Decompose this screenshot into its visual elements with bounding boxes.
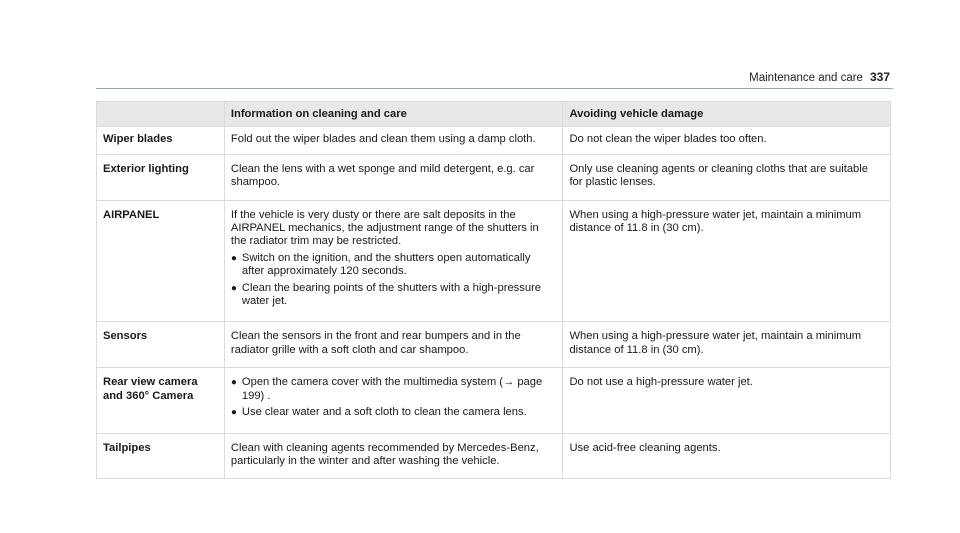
bullet-icon: ● [230, 377, 237, 389]
care-info-cell [224, 322, 563, 368]
table-body [97, 127, 891, 479]
header-cell-care-info: Information on cleaning and care [224, 102, 563, 127]
damage-text: Do not use a high-pressure water jet. [569, 376, 753, 389]
care-text: Fold out the wiper blades and clean them using a damp cloth. [230, 133, 536, 146]
row-label: and 360° Camera [103, 389, 194, 402]
header-rule [96, 88, 893, 89]
row-label-cell [97, 200, 225, 322]
table-row [97, 368, 891, 433]
care-info-cell [224, 200, 563, 322]
row-label: Sensors [103, 330, 148, 343]
damage-text: When using a high-pressure water jet, maintain a minimum distance of 11.8 in (30 cm). [569, 208, 862, 235]
bullet-text: Switch on the ignition, and the shutters open automatically after approximately 120 seconds. [241, 251, 531, 278]
table-row [97, 154, 891, 200]
list-item [231, 252, 555, 279]
damage-info-cell [563, 200, 891, 322]
list-item [231, 376, 555, 403]
bullet-text: Clean the bearing points of the shutters with a high-pressure water jet. [241, 281, 542, 308]
row-label-cell [97, 433, 225, 479]
bullet-icon: ● [230, 407, 237, 419]
header-cell-component [97, 102, 225, 127]
list-item [231, 282, 555, 309]
care-info-cell [224, 433, 563, 479]
row-label: AIRPANEL [103, 208, 160, 221]
row-label-cell [97, 154, 225, 200]
row-label: Exterior lighting [103, 162, 189, 175]
care-text: If the vehicle is very dusty or there are salt deposits in the AIRPANEL mechanics, the adjustment range of the shutters in the radiator trim may be restricted. [230, 208, 539, 248]
damage-info-cell [563, 154, 891, 200]
table-row [97, 127, 891, 154]
running-head [749, 70, 890, 84]
care-text: Clean the sensors in the front and rear bumpers and in the radiator grille with a soft cloth and car shampoo. [230, 330, 521, 356]
row-label-cell [97, 127, 225, 154]
care-bullet-list [231, 376, 555, 419]
table-row [97, 322, 891, 368]
table-header-row [97, 102, 891, 127]
care-info-cell [224, 127, 563, 154]
row-label: Tailpipes [103, 441, 151, 454]
damage-info-cell [563, 368, 891, 433]
row-label: Wiper blades [103, 133, 173, 146]
page-number: 337 [869, 70, 890, 84]
damage-info-cell [563, 127, 891, 154]
row-label-cell [97, 368, 225, 433]
bullet-text: Use clear water and a soft cloth to clean the camera lens. [241, 406, 527, 419]
damage-text: Use acid-free cleaning agents. [569, 441, 721, 454]
cleaning-care-table [96, 101, 891, 479]
damage-text: Do not clean the wiper blades too often. [569, 133, 767, 146]
bullet-icon: ● [230, 282, 237, 294]
row-label-cell [97, 322, 225, 368]
bullet-text: Open the camera cover with the multimedia system (→ page 199) . [241, 376, 543, 402]
damage-text: Only use cleaning agents or cleaning cloths that are suitable for plastic lenses. [569, 162, 868, 189]
list-item [231, 406, 555, 419]
care-text: Clean with cleaning agents recommended by Mercedes-Benz, particularly in the winter and after washing the vehicle. [230, 441, 539, 467]
bullet-icon: ● [230, 252, 237, 264]
care-text: Clean the lens with a wet sponge and mild detergent, e.g. car shampoo. [230, 162, 535, 189]
care-bullet-list [231, 252, 555, 309]
damage-info-cell [563, 433, 891, 479]
damage-text: When using a high-pressure water jet, maintain a minimum distance of 11.8 in (30 cm). [569, 330, 862, 356]
care-info-cell [224, 368, 563, 433]
table-row [97, 433, 891, 479]
section-title: Maintenance and care [749, 72, 863, 84]
header-cell-damage: Avoiding vehicle damage [563, 102, 891, 127]
row-label: Rear view camera [103, 376, 198, 389]
table-row [97, 200, 891, 322]
care-info-cell [224, 154, 563, 200]
damage-info-cell [563, 322, 891, 368]
